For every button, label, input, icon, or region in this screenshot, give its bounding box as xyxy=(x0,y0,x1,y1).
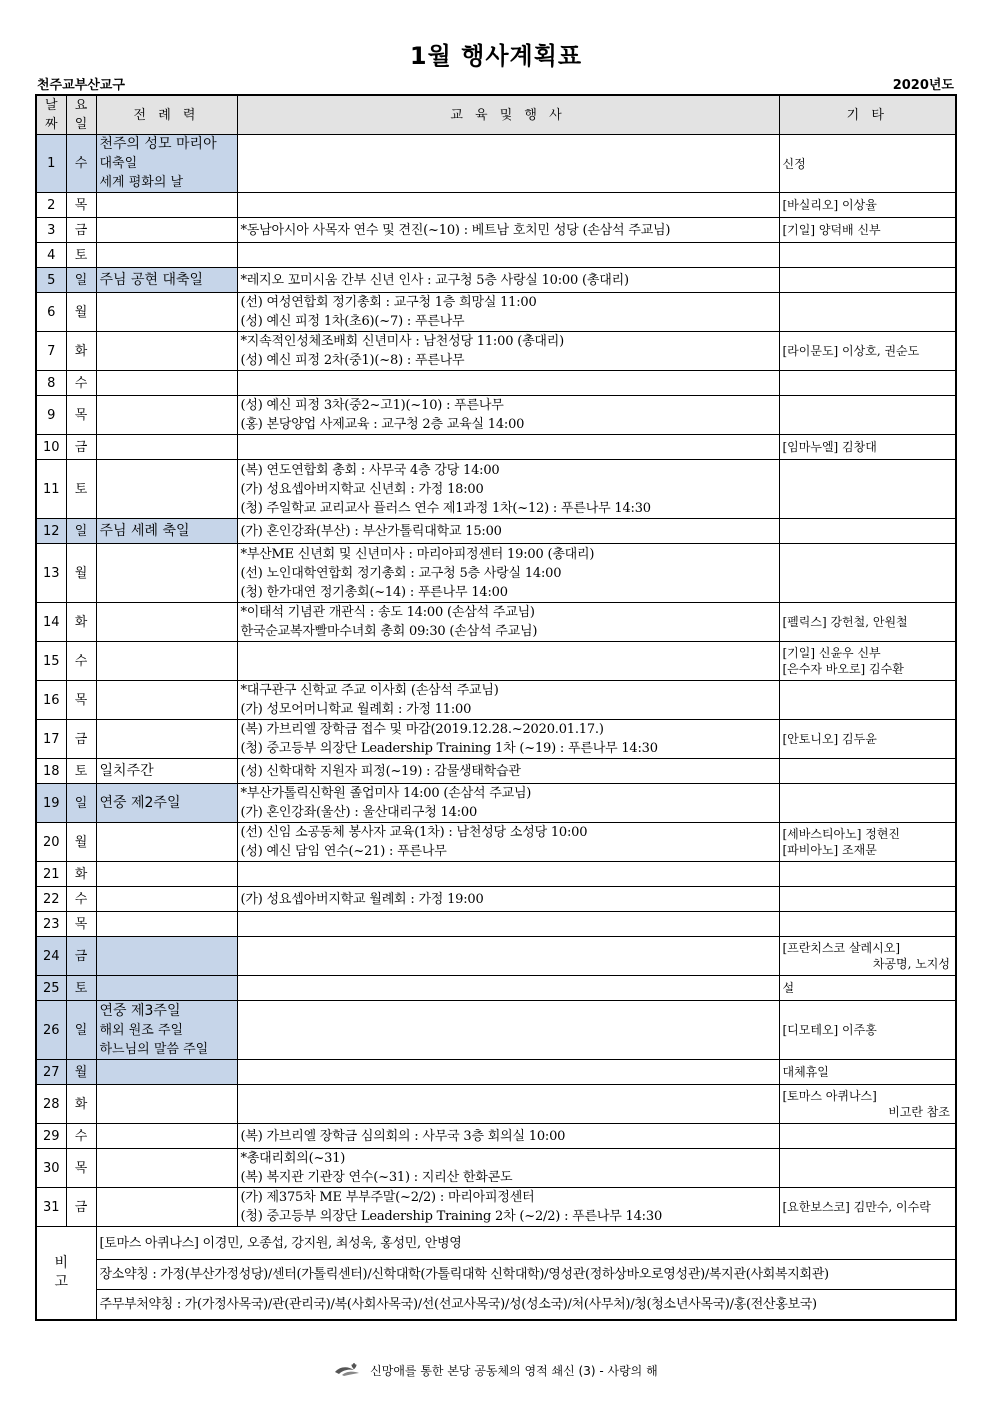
events-cell xyxy=(237,293,779,332)
event-line: (복) 연도연합회 총회 : 사무국 4층 강당 14:00 xyxy=(240,462,500,478)
liturgy-cell xyxy=(96,396,237,435)
weekday-cell: 금 xyxy=(66,435,96,460)
event-line: (청) 중고등부 의장단 Leadership Training 1차 (~19) : 푸른나무 14:30 xyxy=(240,741,658,756)
day-cell: 11 xyxy=(36,460,66,519)
events-cell xyxy=(237,1060,779,1085)
notes-cell xyxy=(779,1188,956,1227)
event-line: (성) 예신 피정 1차(초6)(~7) : 푸른나무 xyxy=(240,314,465,329)
liturgy-cell xyxy=(96,1085,237,1124)
weekday-cell: 금 xyxy=(66,937,96,976)
liturgy-line: 하느님의 말씀 주일 xyxy=(99,1041,209,1057)
events-cell xyxy=(237,519,779,544)
weekday-cell: 월 xyxy=(66,293,96,332)
weekday-cell: 목 xyxy=(66,193,96,218)
schedule-row xyxy=(36,759,956,784)
weekday-cell: 목 xyxy=(66,681,96,720)
weekday-cell: 수 xyxy=(66,135,96,193)
liturgy-cell xyxy=(96,1188,237,1227)
day-cell: 29 xyxy=(36,1124,66,1149)
liturgy-cell xyxy=(96,135,237,193)
event-line: *부산가톨릭신학원 졸업미사 14:00 (손삼석 주교님) xyxy=(240,786,532,801)
schedule-row xyxy=(36,268,956,293)
events-cell xyxy=(237,1124,779,1149)
weekday-cell: 목 xyxy=(66,396,96,435)
liturgy-cell xyxy=(96,862,237,887)
header-row xyxy=(36,95,956,135)
note-line: [토마스 아퀴나스] xyxy=(782,1089,877,1103)
footer xyxy=(0,1362,992,1380)
notes-cell xyxy=(779,784,956,823)
event-line: *대구관구 신학교 주교 이사회 (손삼석 주교님) xyxy=(240,683,499,698)
day-cell: 23 xyxy=(36,912,66,937)
event-line: (복) 복지관 기관장 연수(~31) : 지리산 한화콘도 xyxy=(240,1170,513,1185)
weekday-cell: 화 xyxy=(66,332,96,371)
event-line: *지속적인성체조배회 신년미사 : 남천성당 11:00 (총대리) xyxy=(240,334,565,349)
note-line: [기일] 신윤우 신부 xyxy=(782,646,881,660)
liturgy-line: 주님 세례 축일 xyxy=(99,522,190,539)
weekday-cell: 목 xyxy=(66,1149,96,1188)
note-line: [은수자 바오로] 김수환 xyxy=(782,662,904,676)
notes-cell xyxy=(779,887,956,912)
weekday-cell: 금 xyxy=(66,1188,96,1227)
schedule-row xyxy=(36,1149,956,1188)
note-line: [디모테오] 이주홍 xyxy=(782,1023,877,1037)
liturgy-cell xyxy=(96,268,237,293)
day-cell: 16 xyxy=(36,681,66,720)
remarks-label: 비 고 xyxy=(36,1227,96,1320)
events-cell xyxy=(237,823,779,862)
liturgy-cell xyxy=(96,887,237,912)
note-line: [임마누엘] 김창대 xyxy=(782,440,877,454)
liturgy-line: 일치주간 xyxy=(99,762,154,779)
liturgy-cell xyxy=(96,603,237,642)
liturgy-cell xyxy=(96,293,237,332)
day-cell: 25 xyxy=(36,976,66,1001)
weekday-cell: 토 xyxy=(66,460,96,519)
day-cell: 26 xyxy=(36,1001,66,1060)
weekday-cell: 화 xyxy=(66,603,96,642)
liturgy-cell xyxy=(96,937,237,976)
liturgy-cell xyxy=(96,681,237,720)
notes-cell xyxy=(779,823,956,862)
notes-cell xyxy=(779,681,956,720)
day-cell: 20 xyxy=(36,823,66,862)
weekday-cell: 일 xyxy=(66,1001,96,1060)
events-cell xyxy=(237,332,779,371)
header-day: 날짜 xyxy=(36,95,66,135)
event-line: *동남아시아 사목자 연수 및 견진(~10) : 베트남 호치민 성당 (손삼석 주교님) xyxy=(240,222,671,238)
notes-cell xyxy=(779,1060,956,1085)
events-cell xyxy=(237,544,779,603)
events-cell xyxy=(237,887,779,912)
schedule-row xyxy=(36,1001,956,1060)
events-cell xyxy=(237,603,779,642)
weekday-cell: 월 xyxy=(66,1060,96,1085)
organization-name: 천주교부산교구 xyxy=(37,78,125,93)
events-cell xyxy=(237,642,779,681)
liturgy-cell xyxy=(96,823,237,862)
day-cell: 30 xyxy=(36,1149,66,1188)
events-cell xyxy=(237,371,779,396)
weekday-cell: 목 xyxy=(66,912,96,937)
liturgy-cell xyxy=(96,243,237,268)
events-cell xyxy=(237,759,779,784)
events-cell xyxy=(237,193,779,218)
note-line: 신정 xyxy=(782,156,806,171)
note-line: [요한보스코] 김만수, 이수락 xyxy=(782,1200,931,1214)
page-title: 1월 행사계획표 xyxy=(409,42,583,70)
notes-cell xyxy=(779,293,956,332)
event-line: (청) 중고등부 의장단 Leadership Training 2차 (~2/2) : 푸른나무 14:30 xyxy=(240,1209,663,1224)
notes-cell xyxy=(779,642,956,681)
schedule-row xyxy=(36,823,956,862)
events-cell xyxy=(237,1001,779,1060)
weekday-cell: 금 xyxy=(66,218,96,243)
day-cell: 14 xyxy=(36,603,66,642)
event-line: *레지오 꼬미시움 간부 신년 인사 : 교구청 5층 사랑실 10:00 (총대리) xyxy=(240,272,629,288)
note-line: 대체휴일 xyxy=(782,1065,829,1079)
liturgy-cell xyxy=(96,193,237,218)
remarks-row xyxy=(36,1260,956,1290)
schedule-row xyxy=(36,332,956,371)
weekday-cell: 금 xyxy=(66,720,96,759)
events-cell xyxy=(237,976,779,1001)
notes-cell xyxy=(779,332,956,371)
day-cell: 21 xyxy=(36,862,66,887)
day-cell: 6 xyxy=(36,293,66,332)
day-cell: 4 xyxy=(36,243,66,268)
liturgy-line: 천주의 성모 마리아 xyxy=(99,136,217,152)
weekday-cell: 화 xyxy=(66,862,96,887)
schedule-rows xyxy=(36,135,956,1227)
liturgy-cell xyxy=(96,1060,237,1085)
note-line: [바실리오] 이상율 xyxy=(782,198,877,212)
event-line: (홍) 본당양업 사제교육 : 교구청 2층 교육실 14:00 xyxy=(240,417,525,432)
note-line: 비고란 참조 xyxy=(888,1105,950,1119)
events-cell xyxy=(237,862,779,887)
event-line: (성) 신학대학 지원자 피정(~19) : 감물생태학습관 xyxy=(240,763,521,779)
schedule-row xyxy=(36,976,956,1001)
day-cell: 28 xyxy=(36,1085,66,1124)
liturgy-cell xyxy=(96,1149,237,1188)
liturgy-cell xyxy=(96,784,237,823)
events-cell xyxy=(237,937,779,976)
remarks-line: 주무부처약칭 : 가(가정사목국)/관(관리국)/복(사회사목국)/선(선교사목국)/성(성소국)/처(사무처)/청(청소년사목국)/홍(전산홍보국) xyxy=(96,1290,956,1320)
event-line: (성) 예신 담임 연수(~21) : 푸른나무 xyxy=(240,844,447,859)
notes-cell xyxy=(779,268,956,293)
weekday-cell: 월 xyxy=(66,544,96,603)
event-line: (가) 성요셉아버지학교 신년회 : 가정 18:00 xyxy=(240,481,484,497)
events-cell xyxy=(237,135,779,193)
event-line: (가) 혼인강좌(울산) : 울산대리구청 14:00 xyxy=(240,805,478,820)
event-line: (선) 여성연합회 정기총회 : 교구청 1층 희망실 11:00 xyxy=(240,295,537,310)
remarks-line: [토마스 아퀴나스] 이경민, 오종섭, 강지원, 최성욱, 홍성민, 안병영 xyxy=(96,1227,956,1260)
liturgy-cell xyxy=(96,460,237,519)
event-line: *부산ME 신년회 및 신년미사 : 마리아피정센터 19:00 (총대리) xyxy=(240,546,595,562)
schedule-row xyxy=(36,1060,956,1085)
day-cell: 10 xyxy=(36,435,66,460)
schedule-row xyxy=(36,243,956,268)
weekday-cell: 일 xyxy=(66,784,96,823)
liturgy-cell xyxy=(96,371,237,396)
event-line: 한국순교복자빨마수녀회 총회 09:30 (손삼석 주교님) xyxy=(240,624,538,639)
events-cell xyxy=(237,243,779,268)
notes-cell xyxy=(779,396,956,435)
notes-cell xyxy=(779,371,956,396)
day-cell: 31 xyxy=(36,1188,66,1227)
notes-cell xyxy=(779,603,956,642)
event-line: (가) 제375차 ME 부부주말(~2/2) : 마리아피정센터 xyxy=(240,1190,535,1205)
note-line: [프란치스코 살레시오] xyxy=(782,941,901,955)
event-line: (복) 가브리엘 장학금 심의회의 : 사무국 3층 회의실 10:00 xyxy=(240,1128,566,1144)
liturgy-line: 연중 제2주일 xyxy=(99,794,181,811)
weekday-cell: 수 xyxy=(66,642,96,681)
notes-cell xyxy=(779,976,956,1001)
events-cell xyxy=(237,1085,779,1124)
events-cell xyxy=(237,435,779,460)
notes-cell xyxy=(779,135,956,193)
weekday-cell: 일 xyxy=(66,268,96,293)
note-line: [안토니오] 김두윤 xyxy=(782,732,877,746)
notes-cell xyxy=(779,720,956,759)
schedule-row xyxy=(36,681,956,720)
event-line: (가) 혼인강좌(부산) : 부산가톨릭대학교 15:00 xyxy=(240,523,502,539)
liturgy-line: 주님 공현 대축일 xyxy=(99,271,204,288)
events-cell xyxy=(237,784,779,823)
liturgy-line: 연중 제3주일 xyxy=(99,1002,181,1019)
notes-cell xyxy=(779,937,956,976)
liturgy-cell xyxy=(96,435,237,460)
header-weekday: 요일 xyxy=(66,95,96,135)
notes-cell xyxy=(779,1149,956,1188)
notes-cell xyxy=(779,193,956,218)
notes-cell xyxy=(779,912,956,937)
remarks-row xyxy=(36,1290,956,1320)
note-line: [펠릭스] 강헌철, 안원철 xyxy=(782,615,908,629)
schedule-row xyxy=(36,1085,956,1124)
day-cell: 15 xyxy=(36,642,66,681)
notes-cell xyxy=(779,243,956,268)
liturgy-cell xyxy=(96,332,237,371)
schedule-row xyxy=(36,862,956,887)
header-notes: 기 타 xyxy=(779,95,956,135)
notes-cell xyxy=(779,519,956,544)
day-cell: 13 xyxy=(36,544,66,603)
schedule-row xyxy=(36,460,956,519)
events-cell xyxy=(237,681,779,720)
liturgy-cell xyxy=(96,720,237,759)
notes-cell xyxy=(779,544,956,603)
event-line: (성) 예신 피정 2차(중1)(~8) : 푸른나무 xyxy=(240,353,465,368)
liturgy-cell xyxy=(96,759,237,784)
day-cell: 17 xyxy=(36,720,66,759)
schedule-table xyxy=(35,94,957,1321)
day-cell: 5 xyxy=(36,268,66,293)
day-cell: 12 xyxy=(36,519,66,544)
schedule-row xyxy=(36,642,956,681)
event-line: (가) 성모어머니학교 월례회 : 가정 11:00 xyxy=(240,702,472,717)
events-cell xyxy=(237,268,779,293)
weekday-cell: 토 xyxy=(66,759,96,784)
event-line: (성) 예신 피정 3차(중2~고1)(~10) : 푸른나무 xyxy=(240,398,504,413)
events-cell xyxy=(237,720,779,759)
day-cell: 9 xyxy=(36,396,66,435)
events-cell xyxy=(237,218,779,243)
header-events: 교 육 및 행 사 xyxy=(237,95,779,135)
schedule-row xyxy=(36,887,956,912)
notes-cell xyxy=(779,435,956,460)
liturgy-cell xyxy=(96,1001,237,1060)
schedule-row xyxy=(36,1188,956,1227)
liturgy-line: 세계 평화의 날 xyxy=(99,175,184,190)
day-cell: 8 xyxy=(36,371,66,396)
day-cell: 19 xyxy=(36,784,66,823)
day-cell: 22 xyxy=(36,887,66,912)
events-cell xyxy=(237,1188,779,1227)
liturgy-line: 해외 원조 주일 xyxy=(99,1022,184,1038)
liturgy-cell xyxy=(96,976,237,1001)
weekday-cell: 화 xyxy=(66,1085,96,1124)
liturgy-cell xyxy=(96,1124,237,1149)
day-cell: 3 xyxy=(36,218,66,243)
day-cell: 27 xyxy=(36,1060,66,1085)
schedule-row xyxy=(36,720,956,759)
schedule-row xyxy=(36,371,956,396)
notes-cell xyxy=(779,1085,956,1124)
notes-cell xyxy=(779,460,956,519)
remarks-row xyxy=(36,1227,956,1260)
liturgy-cell xyxy=(96,642,237,681)
event-line: *이태석 기념관 개관식 : 송도 14:00 (손삼석 주교님) xyxy=(240,605,535,620)
schedule-row xyxy=(36,937,956,976)
day-cell: 2 xyxy=(36,193,66,218)
events-cell xyxy=(237,1149,779,1188)
events-cell xyxy=(237,396,779,435)
year-label: 2020년도 xyxy=(892,78,954,93)
schedule-row xyxy=(36,135,956,193)
event-line: (선) 노인대학연합회 정기총회 : 교구청 5층 사랑실 14:00 xyxy=(240,565,562,581)
schedule-row xyxy=(36,218,956,243)
liturgy-cell xyxy=(96,218,237,243)
note-line: [라이문도] 이상호, 권순도 xyxy=(782,344,920,358)
event-line: (청) 한가대연 정기총회(~14) : 푸른나무 14:00 xyxy=(240,584,508,600)
day-cell: 18 xyxy=(36,759,66,784)
church-logo-icon xyxy=(334,1363,360,1380)
weekday-cell: 월 xyxy=(66,823,96,862)
event-line: *총대리회의(~31) xyxy=(240,1151,346,1166)
schedule-row xyxy=(36,603,956,642)
liturgy-cell xyxy=(96,519,237,544)
weekday-cell: 수 xyxy=(66,1124,96,1149)
liturgy-line: 대축일 xyxy=(99,156,138,171)
note-line: [기일] 양덕배 신부 xyxy=(782,223,881,237)
notes-cell xyxy=(779,1001,956,1060)
schedule-row xyxy=(36,519,956,544)
events-cell xyxy=(237,912,779,937)
liturgy-cell xyxy=(96,912,237,937)
schedule-row xyxy=(36,396,956,435)
event-line: (가) 성요셉아버지학교 월례회 : 가정 19:00 xyxy=(240,891,484,907)
note-line: 설 xyxy=(782,981,795,995)
notes-cell xyxy=(779,218,956,243)
schedule-row xyxy=(36,435,956,460)
header-liturgy: 전 례 력 xyxy=(96,95,237,135)
events-cell xyxy=(237,460,779,519)
weekday-cell: 토 xyxy=(66,243,96,268)
notes-cell xyxy=(779,759,956,784)
schedule-row xyxy=(36,1124,956,1149)
schedule-row xyxy=(36,544,956,603)
day-cell: 7 xyxy=(36,332,66,371)
event-line: (청) 주일학교 교리교사 플러스 연수 제1과정 1차(~12) : 푸른나무 14:30 xyxy=(240,500,651,516)
day-cell: 24 xyxy=(36,937,66,976)
note-line: [세바스티아노] 정현진 xyxy=(782,827,901,841)
event-line: (선) 신임 소공동체 봉사자 교육(1차) : 남천성당 소성당 10:00 xyxy=(240,825,588,840)
schedule-row xyxy=(36,293,956,332)
weekday-cell: 수 xyxy=(66,887,96,912)
notes-cell xyxy=(779,1124,956,1149)
schedule-row xyxy=(36,193,956,218)
event-line: (복) 가브리엘 장학금 접수 및 마감(2019.12.28.~2020.01.17.) xyxy=(240,722,604,737)
weekday-cell: 수 xyxy=(66,371,96,396)
note-line: [파비아노] 조재문 xyxy=(782,843,877,857)
weekday-cell: 일 xyxy=(66,519,96,544)
notes-cell xyxy=(779,862,956,887)
schedule-row xyxy=(36,784,956,823)
remarks-line: 장소약칭 : 가정(부산가정성당)/센터(가톨릭센터)/신학대학(가톨릭대학 신학대학)/영성관(정하상바오로영성관)/복지관(사회복지회관) xyxy=(96,1260,956,1290)
footer-text: 신망애를 통한 본당 공동체의 영적 쇄신 (3) - 사랑의 해 xyxy=(370,1364,658,1378)
schedule-row xyxy=(36,912,956,937)
liturgy-cell xyxy=(96,544,237,603)
weekday-cell: 토 xyxy=(66,976,96,1001)
note-line: 차공명, 노지성 xyxy=(872,957,950,971)
day-cell: 1 xyxy=(36,135,66,193)
